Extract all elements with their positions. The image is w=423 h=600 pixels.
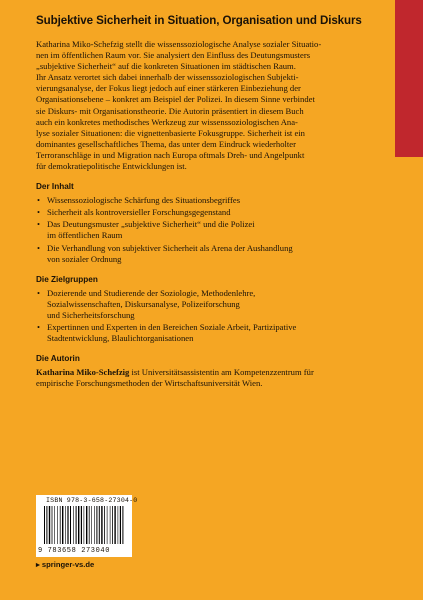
barcode-bar (101, 506, 102, 544)
list-item-text: Sozialwissenschaften, Diskursanalyse, Polizeiforschung (47, 298, 240, 309)
description-line: Terroranschläge in und Migration nach Europa oftmals Dreh- und Angelpunkt (36, 149, 305, 160)
description-line: Ihr Ansatz verortet sich dabei innerhalb der wissenssoziologischen Subjekti- (36, 72, 299, 83)
description-line: „subjektive Sicherheit“ auf die konkreten Situationen im städtischen Raum. (36, 61, 296, 72)
barcode-bars (44, 506, 124, 544)
barcode-bar (73, 506, 74, 544)
barcode-bar (57, 506, 58, 544)
description-line: lyse sozialer Situationen: die vignettenbasierte Fokusgruppe. Sicherheit ist ein (36, 127, 305, 138)
barcode-bar (89, 506, 90, 544)
zielgruppen-heading: Die Zielgruppen (36, 274, 98, 284)
barcode-bar (62, 506, 63, 544)
barcode-bar (91, 506, 92, 544)
barcode-bar (60, 506, 61, 544)
list-item-text: • Die Verhandlung von subjektiver Sicherheit als Arena der Aushandlung (47, 242, 293, 253)
description-line: Organisationsebene – konkret am Beispiel der Polizei. In diesem Sinne verbindet (36, 94, 315, 105)
barcode-bar (96, 506, 97, 544)
list-item-text: • Wissenssoziologische Schärfung des Situationsbegriffes (47, 195, 241, 206)
barcode-bar (107, 506, 108, 544)
author-bio-line: empirische Forschungsmethoden der Wirtschaftsuniversität Wien. (36, 378, 263, 389)
barcode-bar (122, 506, 123, 544)
barcode-digits: 9 783658 273040 (38, 547, 111, 555)
list-item (36, 207, 394, 218)
list-item (36, 243, 394, 265)
barcode-bar (76, 506, 77, 544)
back-cover-text (36, 14, 394, 389)
list-item (36, 219, 394, 241)
list-item-text: im öffentlichen Raum (47, 230, 123, 241)
author-bio-line (36, 367, 394, 378)
list-item-text: • Dozierende und Studierende der Soziologie, Methodenlehre, (47, 287, 256, 298)
barcode-bar (120, 506, 121, 544)
barcode-bar (70, 506, 71, 544)
barcode (36, 495, 138, 557)
list-item-text: von sozialer Ordnung (47, 253, 122, 264)
barcode-bar (44, 506, 45, 544)
barcode-bar (84, 506, 85, 544)
barcode-bar (52, 506, 53, 544)
description-line: vierungsanalyse, der Fokus liegt jedoch auf einer stärkeren Einbeziehung der (36, 83, 301, 94)
barcode-bar (114, 506, 115, 544)
list-item-text: und Sicherheitsforschung (47, 309, 135, 320)
author-name: Katharina Miko-Schefzig (36, 367, 130, 378)
list-item (36, 322, 394, 344)
barcode-bar (86, 506, 87, 544)
barcode-bar (81, 506, 82, 544)
description-line: dominantes gesellschaftliches Thema, das unter dem Eindruck wiederholter (36, 138, 296, 149)
list-item (36, 195, 394, 206)
publisher-link[interactable]: ▸ springer-vs.de (36, 560, 95, 569)
barcode-bar (49, 506, 50, 544)
list-item-text: • Expertinnen und Experten in den Bereichen Soziale Arbeit, Partizipative (47, 321, 297, 332)
barcode-bar (65, 506, 66, 544)
barcode-bar (104, 506, 105, 544)
barcode-bar (54, 506, 55, 544)
inhalt-heading: Der Inhalt (36, 182, 74, 192)
description-line: für demokratiepolitische Entwicklungen ist. (36, 161, 187, 172)
inhalt-list (36, 195, 394, 265)
isbn-label: ISBN 978-3-658-27304-0 (46, 497, 138, 504)
barcode-bar (110, 506, 111, 544)
zielgruppen-list (36, 288, 394, 344)
barcode-bar (118, 506, 119, 544)
publisher-url-text[interactable]: springer-vs.de (41, 560, 95, 569)
book-title: Subjektive Sicherheit in Situation, Organisation und Diskurs (36, 14, 362, 27)
author-bio (36, 367, 394, 389)
author-bio-text: ist Universitätsassistentin am Kompetenzzentrum für (129, 367, 314, 378)
barcode-bar (46, 506, 47, 544)
description-line: nen im öffentlichen Raum vor. Sie analysiert den Einfluss des Deutungsmusters (36, 50, 311, 61)
description (36, 39, 394, 172)
barcode-bar (99, 506, 100, 544)
barcode-bar (112, 506, 113, 544)
barcode-bar (78, 506, 79, 544)
description-line: sie Diskurs- mit Organisationstheorie. Die Autorin präsentiert in diesem Buch (36, 105, 304, 116)
list-item (36, 288, 394, 321)
list-item-text: Stadtentwicklung, Blaulichtorganisationen (47, 333, 194, 344)
list-item-text: • Das Deutungsmuster „subjektive Sicherheit“ und die Polizei (47, 219, 255, 230)
barcode-bar (67, 506, 68, 544)
autorin-heading: Die Autorin (36, 354, 80, 364)
list-item-text: • Sicherheit als kontroversieller Forschungsgegenstand (47, 207, 231, 218)
barcode-bar (94, 506, 95, 544)
accent-tab (395, 0, 423, 157)
description-line: Katharina Miko-Schefzig stellt die wissenssoziologische Analyse sozialer Situatio- (36, 39, 322, 49)
description-line: auch ein konkretes methodisches Werkzeug zur wissenssoziologischen Ana- (36, 116, 298, 127)
